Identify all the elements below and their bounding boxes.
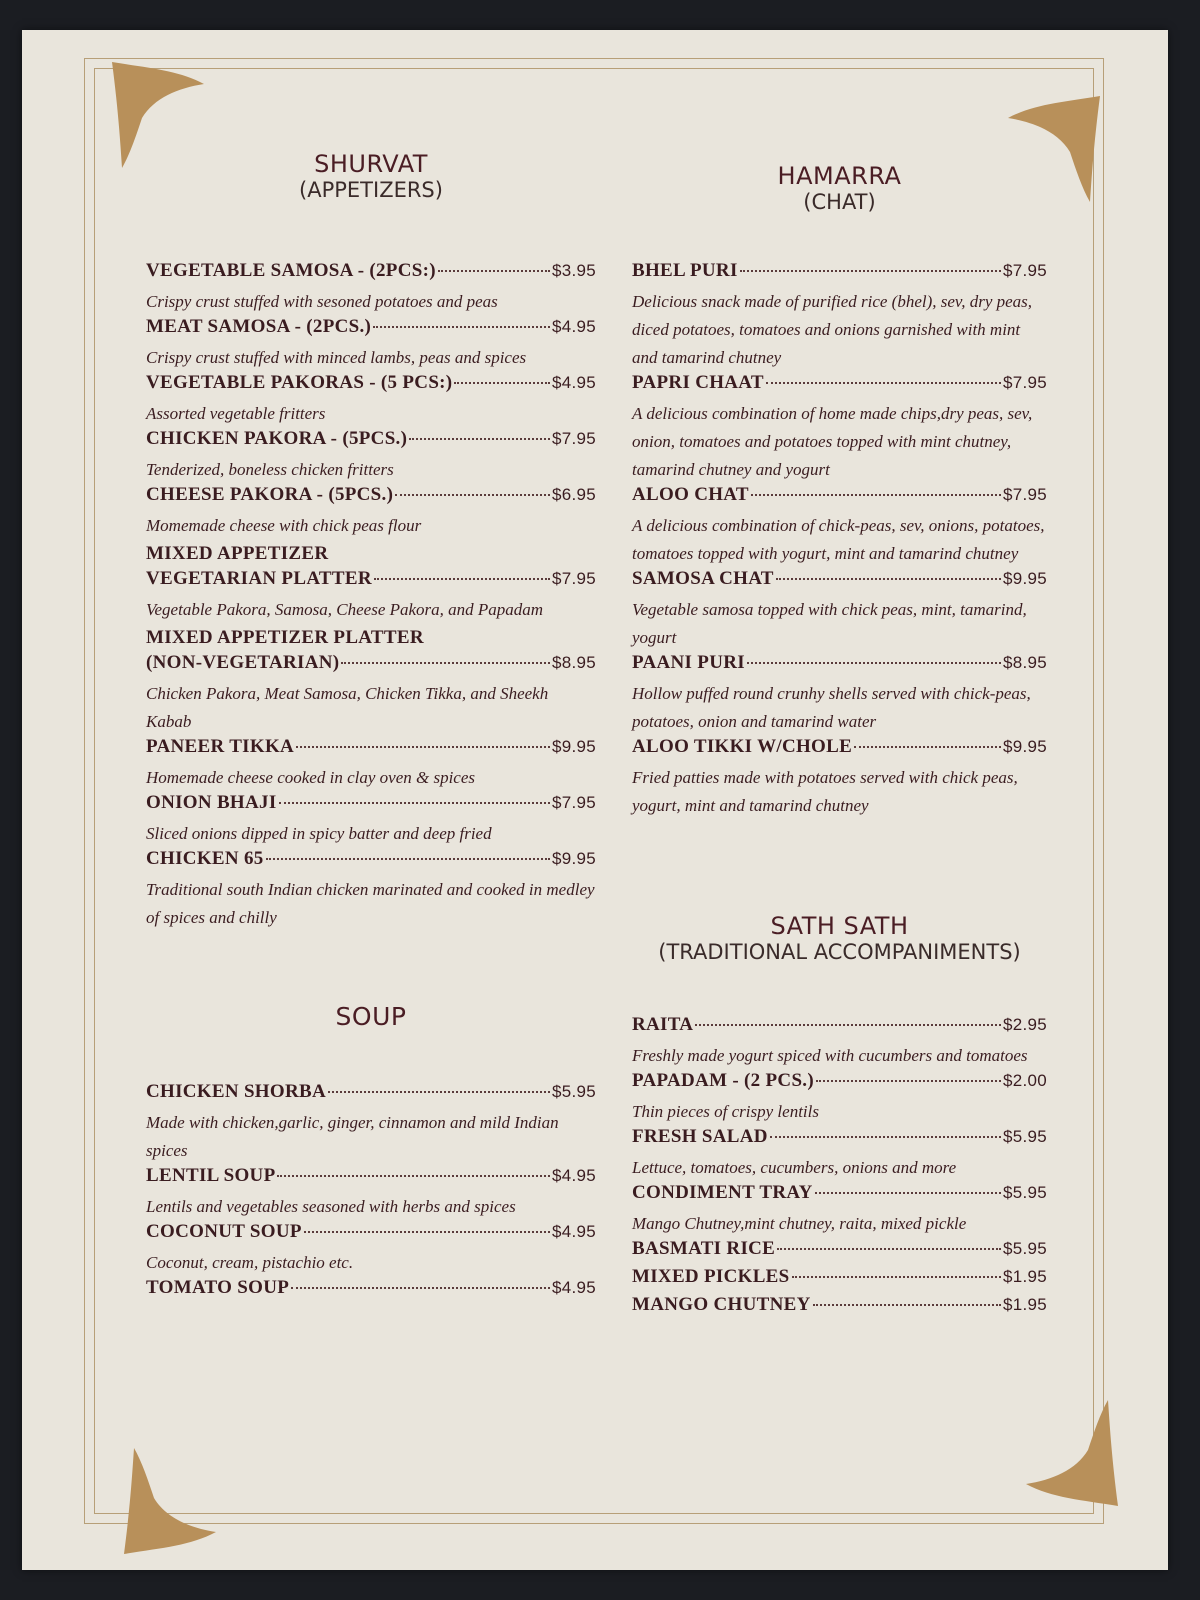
menu-item-price: $4.95 [551, 1166, 596, 1185]
menu-item-description: Lettuce, tomatoes, cucumbers, onions and more [632, 1158, 957, 1177]
menu-item-price: $3.95 [551, 261, 596, 280]
menu-item-row [632, 1182, 1047, 1210]
menu-item-description: Delicious snack made of purified rice (bhel), sev, dry peas, diced potatoes, tomatoes and onions garnished with mint and tamarind chutney [632, 292, 1033, 367]
menu-item-name: MEAT SAMOSA - (2PCS.) [146, 316, 372, 337]
menu-item-price: $9.95 [551, 737, 596, 756]
menu-item-row [146, 1221, 596, 1249]
menu-item-price: $4.95 [551, 373, 596, 392]
menu-item-description: A delicious combination of chick-peas, sev, onions, potatoes, tomatoes topped with yogurt, mint and tamarind chutney [632, 516, 1045, 563]
dot-leader [776, 578, 1001, 580]
menu-item-price: $7.95 [551, 793, 596, 812]
menu-item-price: $7.95 [551, 569, 596, 588]
menu-item-description: Hollow puffed round crunhy shells served with chick-peas, potatoes, onion and tamarind water [632, 684, 1031, 731]
menu-item-row [146, 568, 596, 596]
dot-leader [291, 1287, 550, 1289]
dot-leader [813, 1304, 1001, 1306]
menu-item-description: Crispy crust stuffed with sesoned potatoes and peas [146, 292, 498, 311]
menu-item-row [632, 484, 1047, 512]
menu-item-description: Freshly made yogurt spiced with cucumbers and tomatoes [632, 1046, 1028, 1065]
menu-item-row [632, 568, 1047, 596]
dot-leader [854, 746, 1001, 748]
menu-item-row [146, 484, 596, 512]
menu-item-row [146, 372, 596, 400]
menu-item-name: ONION BHAJI [146, 792, 277, 813]
menu-item-name: (NON-VEGETARIAN) [146, 652, 340, 673]
menu-item-description: Assorted vegetable fritters [146, 404, 326, 423]
menu-item-description: Mango Chutney,mint chutney, raita, mixed pickle [632, 1214, 967, 1233]
menu-item-name: PAPRI CHAAT [632, 372, 764, 393]
menu-item-name-line: MIXED APPETIZER PLATTER [146, 627, 424, 648]
soup-heading [146, 1002, 596, 1031]
appetizers-heading [146, 150, 596, 202]
menu-item-row [146, 428, 596, 456]
chat-list [632, 260, 1047, 820]
menu-item-name: CONDIMENT TRAY [632, 1182, 813, 1203]
dot-leader [296, 746, 550, 748]
dot-leader [770, 1136, 1001, 1138]
menu-item-description: Vegetable Pakora, Samosa, Cheese Pakora, and Papadam [146, 600, 544, 619]
menu-item-description: Momemade cheese with chick peas flour [146, 516, 422, 535]
menu-item-description: Homemade cheese cooked in clay oven & spices [146, 768, 476, 787]
soup-title: SOUP [335, 1002, 407, 1031]
menu-item-description: Lentils and vegetables seasoned with herbs and spices [146, 1197, 516, 1216]
menu-item-description: Made with chicken,garlic, ginger, cinnamon and mild Indian spices [146, 1113, 559, 1160]
menu-item-name: CHICKEN SHORBA [146, 1081, 326, 1102]
menu-item-name: BHEL PURI [632, 260, 738, 281]
menu-item-name: SAMOSA CHAT [632, 568, 774, 589]
chat-subtitle: (CHAT) [803, 190, 876, 214]
menu-item-row [146, 316, 596, 344]
menu-item-row [146, 792, 596, 820]
accompaniments-title: SATH SATH [770, 912, 909, 940]
dot-leader [438, 270, 550, 272]
menu-item-row [146, 1081, 596, 1109]
corner-ornament-bottom-right-icon [1012, 1400, 1122, 1510]
menu-item-row [632, 260, 1047, 288]
menu-item-row [146, 652, 596, 680]
menu-item-price: $1.95 [1002, 1267, 1047, 1286]
left-column [146, 150, 596, 1305]
menu-item-description: Fried patties made with potatoes served with chick peas, yogurt, mint and tamarind chutney [632, 768, 1018, 815]
menu-item-price: $1.95 [1002, 1295, 1047, 1314]
menu-item-name: PANEER TIKKA [146, 736, 295, 757]
dot-leader [695, 1024, 1001, 1026]
menu-item-row [632, 372, 1047, 400]
menu-item-name: MANGO CHUTNEY [632, 1294, 811, 1315]
menu-item-name: ALOO TIKKI W/CHOLE [632, 736, 853, 757]
menu-item-price: $5.95 [1002, 1127, 1047, 1146]
menu-item-price: $8.95 [551, 653, 596, 672]
dot-leader [328, 1091, 550, 1093]
menu-item-price: $8.95 [1002, 653, 1047, 672]
dot-leader [747, 662, 1001, 664]
menu-item-price: $9.95 [1002, 737, 1047, 756]
dot-leader [751, 494, 1001, 496]
menu-page [22, 30, 1168, 1570]
menu-item-name: VEGETABLE SAMOSA - (2PCS:) [146, 260, 436, 281]
dot-leader [740, 270, 1001, 272]
menu-item-description: Coconut, cream, pistachio etc. [146, 1253, 354, 1272]
menu-item-price: $7.95 [551, 429, 596, 448]
menu-item-name: PAANI PURI [632, 652, 745, 673]
menu-item-price: $9.95 [1002, 569, 1047, 588]
menu-item-description: Chicken Pakora, Meat Samosa, Chicken Tikka, and Sheekh Kabab [146, 684, 549, 731]
dot-leader [341, 662, 550, 664]
menu-item-price: $6.95 [551, 485, 596, 504]
menu-item-name: LENTIL SOUP [146, 1165, 276, 1186]
menu-item-description: Sliced onions dipped in spicy batter and deep fried [146, 824, 492, 843]
menu-item-row [632, 736, 1047, 764]
menu-item-description: Thin pieces of crispy lentils [632, 1102, 819, 1121]
menu-item-price: $5.95 [1002, 1183, 1047, 1202]
dot-leader [304, 1231, 550, 1233]
dot-leader [777, 1248, 1001, 1250]
menu-item-price: $7.95 [1002, 261, 1047, 280]
corner-ornament-bottom-left-icon [120, 1448, 230, 1558]
right-column [632, 162, 1047, 1322]
dot-leader [374, 578, 550, 580]
menu-item-name: RAITA [632, 1014, 694, 1035]
menu-item-price: $4.95 [551, 317, 596, 336]
menu-item-name: CHICKEN PAKORA - (5PCS.) [146, 428, 408, 449]
dot-leader [279, 802, 550, 804]
menu-item-name: CHICKEN 65 [146, 848, 264, 869]
menu-item-name: MIXED PICKLES [632, 1266, 790, 1287]
dot-leader [766, 382, 1001, 384]
menu-item-name-line: MIXED APPETIZER [146, 543, 329, 564]
menu-item-row [146, 736, 596, 764]
dot-leader [815, 1192, 1001, 1194]
appetizers-list [146, 260, 596, 932]
menu-item-name: COCONUT SOUP [146, 1221, 302, 1242]
menu-item-price: $4.95 [551, 1278, 596, 1297]
dot-leader [816, 1080, 1001, 1082]
menu-item-name: VEGETARIAN PLATTER [146, 568, 372, 589]
menu-item-row [632, 1070, 1047, 1098]
menu-item-name: PAPADAM - (2 PCS.) [632, 1070, 814, 1091]
menu-item-price: $4.95 [551, 1222, 596, 1241]
menu-item-row [146, 848, 596, 876]
dot-leader [373, 326, 550, 328]
dot-leader [277, 1175, 549, 1177]
appetizers-title: SHURVAT [314, 150, 428, 178]
menu-item-price: $7.95 [1002, 485, 1047, 504]
menu-item-price: $2.00 [1002, 1071, 1047, 1090]
menu-item-row [632, 1014, 1047, 1042]
menu-item-row [632, 652, 1047, 680]
menu-item-name: FRESH SALAD [632, 1126, 768, 1147]
menu-item-price: $2.95 [1002, 1015, 1047, 1034]
menu-item-price: $7.95 [1002, 373, 1047, 392]
chat-heading [632, 162, 1047, 214]
dot-leader [454, 382, 550, 384]
menu-item-row [632, 1238, 1047, 1266]
menu-item-price: $9.95 [551, 849, 596, 868]
menu-item-price: $5.95 [551, 1082, 596, 1101]
menu-item-description: A delicious combination of home made chips,dry peas, sev, onion, tomatoes and potatoes topped with mint chutney, tamarind chutney and yogurt [632, 404, 1033, 479]
dot-leader [409, 438, 550, 440]
menu-item-name: VEGETABLE PAKORAS - (5 PCS:) [146, 372, 453, 393]
menu-item-price: $5.95 [1002, 1239, 1047, 1258]
accompaniments-list [632, 1014, 1047, 1322]
menu-item-row [632, 1294, 1047, 1322]
dot-leader [266, 858, 550, 860]
menu-item-row [146, 260, 596, 288]
accompaniments-subtitle: (TRADITIONAL ACCOMPANIMENTS) [658, 940, 1021, 964]
menu-item-description: Crispy crust stuffed with minced lambs, peas and spices [146, 348, 527, 367]
chat-title: HAMARRA [777, 162, 902, 190]
menu-item-description: Tenderized, boneless chicken fritters [146, 460, 394, 479]
menu-item-row [632, 1266, 1047, 1294]
menu-item-row [146, 1277, 596, 1305]
menu-item-name: CHEESE PAKORA - (5PCS.) [146, 484, 394, 505]
menu-item-name: TOMATO SOUP [146, 1277, 290, 1298]
menu-item-name: ALOO CHAT [632, 484, 749, 505]
appetizers-subtitle: (APPETIZERS) [299, 178, 443, 202]
dot-leader [792, 1276, 1001, 1278]
menu-item-row [146, 1165, 596, 1193]
accompaniments-heading [632, 912, 1047, 964]
soup-list [146, 1081, 596, 1305]
menu-item-description: Traditional south Indian chicken marinated and cooked in medley of spices and chilly [146, 880, 595, 927]
menu-item-name: BASMATI RICE [632, 1238, 776, 1259]
dot-leader [395, 494, 550, 496]
menu-item-row [632, 1126, 1047, 1154]
menu-item-description: Vegetable samosa topped with chick peas, mint, tamarind, yogurt [632, 600, 1027, 647]
